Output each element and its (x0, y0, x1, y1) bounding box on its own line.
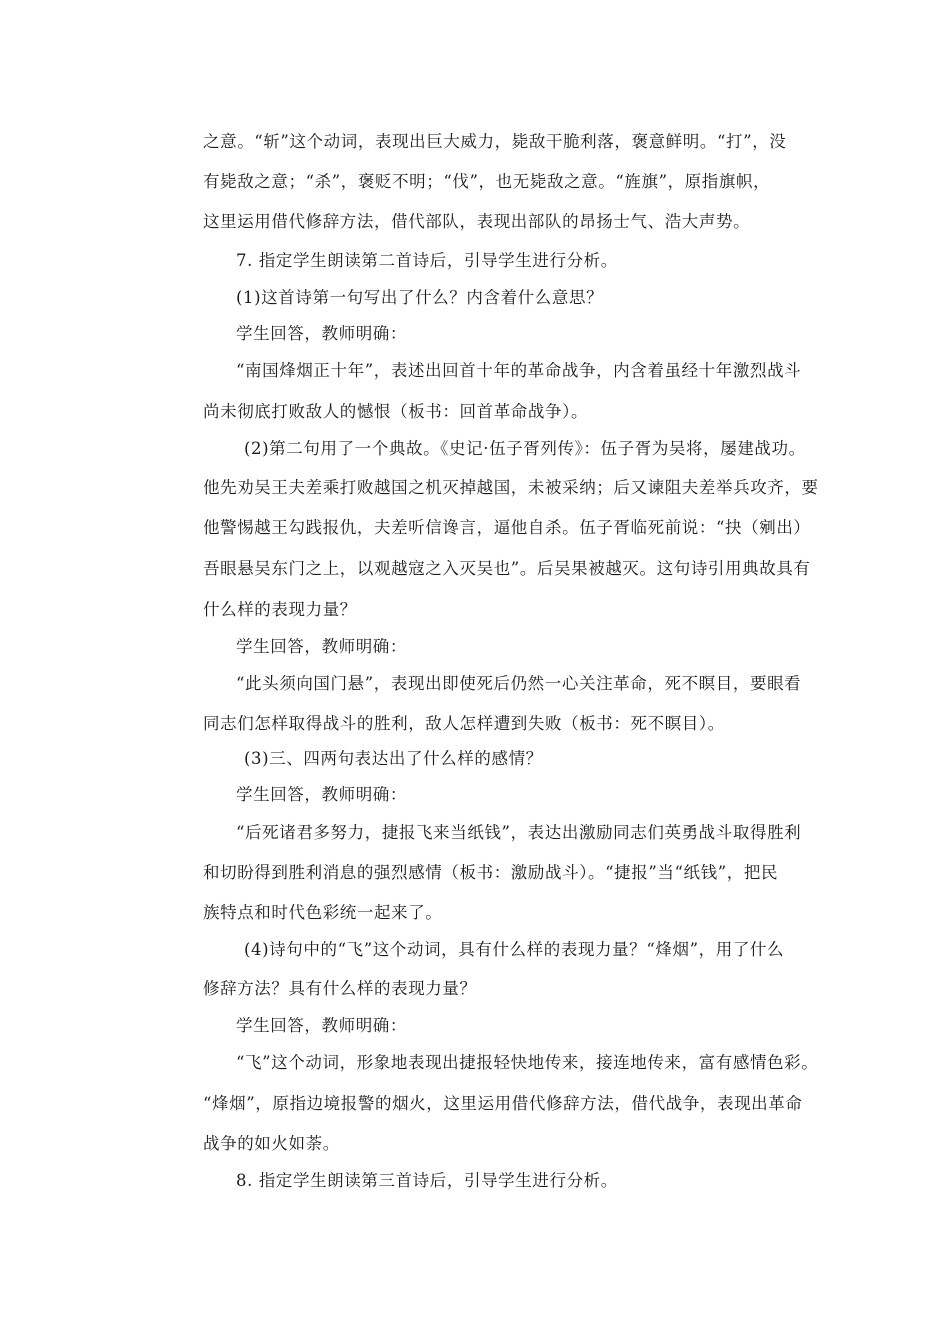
answer-label: 学生回答，教师明确： (236, 785, 407, 804)
text-line: 之意。“斩”这个动词，表现出巨大威力，毙敌干脆利落，褒意鲜明。“打”，没 (203, 132, 787, 151)
text-line: 修辞方法？具有什么样的表现力量？ (203, 979, 477, 998)
text-line: “南国烽烟正十年”，表述出回首十年的革命战争，内含着虽经十年激烈战斗 (236, 361, 802, 380)
answer-label: 学生回答，教师明确： (236, 1016, 407, 1035)
text-line: 什么样的表现力量？ (203, 600, 357, 619)
question: (4)诗句中的“飞”这个动词，具有什么样的表现力量？“烽烟”，用了什么 (244, 940, 785, 959)
text-line: 有毙敌之意；“杀”，褒贬不明；“伐”，也无毙敌之意。“旌旗”，原指旗帜， (203, 172, 771, 191)
text-line: 族特点和时代色彩统一起来了。 (203, 903, 443, 922)
step-heading: 8. 指定学生朗读第三首诗后，引导学生进行分析。 (236, 1171, 618, 1190)
text-line: 他警惕越王勾践报仇，夫差听信谗言，逼他自杀。伍子胥临死前说：“抉（剜出） (203, 518, 811, 537)
text-line: “烽烟”，原指边境报警的烟火，这里运用借代修辞方法，借代战争，表现出革命 (203, 1094, 803, 1113)
text-line: 这里运用借代修辞方法，借代部队，表现出部队的昂扬士气、浩大声势。 (203, 212, 751, 231)
text-line: 和切盼得到胜利消息的强烈感情（板书：激励战斗）。“捷报”当“纸钱”，把民 (203, 863, 779, 882)
text-line: 吾眼悬吴东门之上，以观越寇之入灭吴也”。后吴果被越灭。这句诗引用典故具有 (203, 559, 811, 578)
text-line: “后死诸君多努力，捷报飞来当纸钱”，表达出激励同志们英勇战斗取得胜利 (236, 823, 802, 842)
answer-label: 学生回答，教师明确： (236, 324, 407, 343)
question: (1)这首诗第一句写出了什么？内含着什么意思？ (236, 288, 604, 307)
text-line: 战争的如火如荼。 (203, 1134, 340, 1153)
text-line: 他先劝吴王夫差乘打败越国之机灭掉越国，未被采纳；后又谏阻夫差举兵攻齐，要 (203, 478, 819, 497)
question: (3)三、四两句表达出了什么样的感情？ (244, 749, 543, 768)
question: (2)第二句用了一个典故。《史记·伍子胥列传》：伍子胥为吴将，屡建战功。 (244, 439, 806, 458)
text-line: “此头须向国门悬”，表现出即使死后仍然一心关注革命，死不瞑目，要眼看 (236, 674, 802, 693)
text-line: 尚未彻底打败敌人的憾恨（板书：回首革命战争）。 (203, 402, 589, 421)
step-heading: 7. 指定学生朗读第二首诗后，引导学生进行分析。 (236, 251, 618, 270)
text-line: 同志们怎样取得战斗的胜利，敌人怎样遭到失败（板书：死不瞑目）。 (203, 714, 725, 733)
answer-label: 学生回答，教师明确： (236, 637, 407, 656)
text-line: “飞”这个动词，形象地表现出捷报轻快地传来，接连地传来，富有感情色彩。 (236, 1053, 819, 1072)
